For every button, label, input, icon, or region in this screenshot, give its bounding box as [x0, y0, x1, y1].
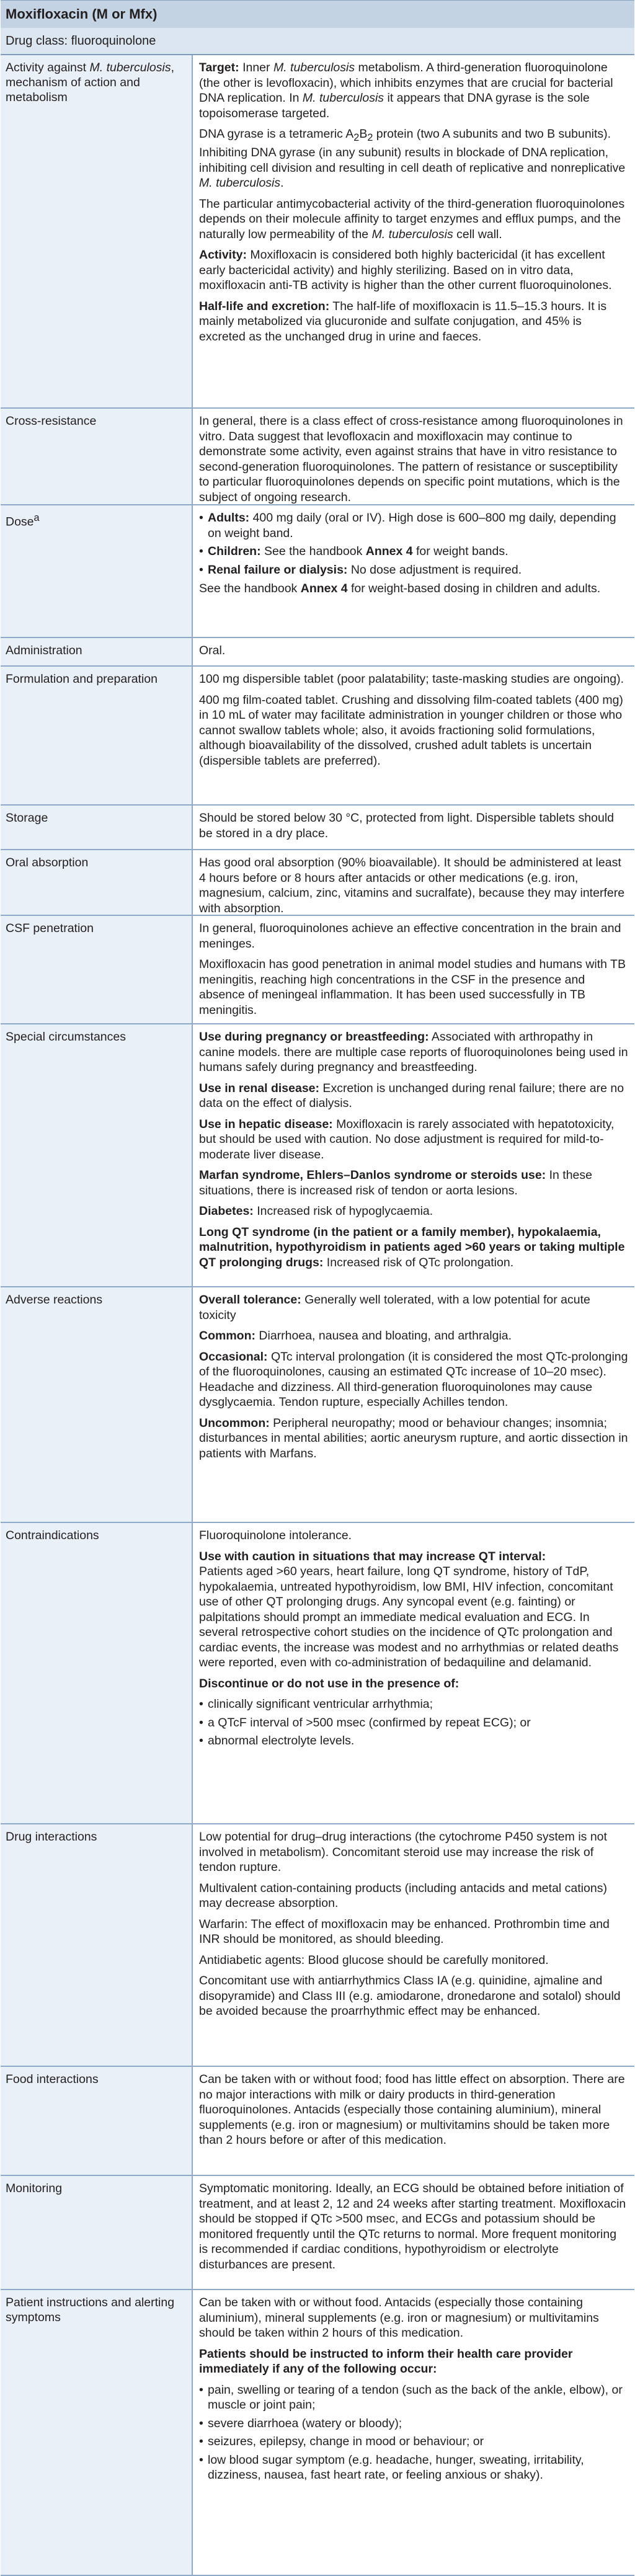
special-qt: Long QT syndrome (in the patient or a family member), hypokalaemia, malnutrition, hypothyroidism in patients aged >60 years or taking multiple QT prolonging drugs: Increased risk of QTc prolongation.	[199, 1225, 625, 1269]
contra-caution: Use with caution in situations that may increase QT interval: Patients aged >60 years, heart failure, long QT syndrome, history of TdP, hypokalaemia, untreated hypothyroidism, low BMI, HIV infection, concomitant use of other QT prolonging drugs. Any syncopal event (e.g. fainting) or palpitations should prompt an immediate medical evaluation and ECG. In several retrospective cohort studies on the incidence of QTc prolongation and cardiac events, the increase was modest and no arrhythmias or related deaths were reported, even with co-administration of bedaquiline and delamanid.	[199, 1549, 619, 1669]
interactions-p5: Concomitant use with antiarrhythmics Class IA (e.g. quinidine, ajmaline and disopyramide) and Class III (e.g. amiodarone, dronedarone and sotalol) should be avoided because the proarrhythmic effect may be enhanced.	[199, 1974, 621, 2018]
dose-renal: • Renal failure or dialysis: No dose adjustment is required.	[199, 562, 628, 578]
content-contraindications	[193, 1523, 634, 1823]
interactions-p2: Multivalent cation-containing products (including antacids and metal cations) may decrease absorption.	[199, 1881, 607, 1910]
label-adverse: Adverse reactions	[1, 1287, 193, 1522]
list-item: • seizures, epilepsy, change in mood or behaviour; or	[199, 2434, 628, 2449]
special-pregnancy: Use during pregnancy or breastfeeding: Associated with arthropathy in canine models. there are multiple case reports of fluoroquinolones being used in humans safely during pregnancy and breastfeeding.	[199, 1030, 628, 1074]
row-food-interactions	[1, 2067, 634, 2176]
patient-p1: Can be taken with or without food. Antacids (especially those containing aluminium), mineral supplements (e.g. iron or magnesium) or multivitamins should be taken within 2 hours of this medication.	[199, 2296, 599, 2340]
administration-text: Oral.	[199, 644, 226, 657]
row-contraindications	[1, 1523, 634, 1824]
label-cross-resistance: Cross-resistance	[1, 409, 193, 504]
list-item: • pain, swelling or tearing of a tendon (such as the back of the ankle, elbow), or muscle or joint pain;	[199, 2383, 628, 2413]
content-drug-interactions	[193, 1824, 634, 2066]
content-patient	[193, 2290, 634, 2575]
dose-adults: • Adults: 400 mg daily (oral or IV). High dose is 600–800 mg daily, depending on weight band.	[199, 510, 628, 541]
monitoring-text: Symptomatic monitoring. Ideally, an ECG should be obtained before initiation of treatment, and at least 2, 12 and 24 weeks after starting treatment. Moxifloxacin should be stopped if QTc >500 msec, and ECGs and potassium should be monitored frequently until the QTc returns to normal. More frequent monitoring is recommended if cardiac conditions, hypothyroidism or electrolyte disturbances are present.	[199, 2182, 626, 2272]
row-adverse-reactions	[1, 1287, 634, 1523]
monograph-table	[1, 55, 634, 2576]
list-item: • low blood sugar symptom (e.g. headache, hunger, sweating, irritability, dizziness, nausea, fast heart rate, or feeling anxious or shaky).	[199, 2453, 628, 2483]
label-dose: Dose$^a$	[1, 505, 193, 637]
adverse-occasional: Occasional: QTc interval prolongation (it is considered the most QTc-prolonging of the fluoroquinolones, causing an estimated QTc increase of 10–20 msec). Headache and dizziness. All third-generation fluoroquinolones may cause dysglycaemia. Tendon rupture, especially Achilles tendon.	[199, 1349, 628, 1409]
label-food: Food interactions	[1, 2067, 193, 2175]
row-storage	[1, 806, 634, 850]
row-formulation	[1, 667, 634, 806]
special-renal: Use in renal disease: Excretion is unchanged during renal failure; there are no data on the effect of dialysis.	[199, 1081, 624, 1110]
list-item: • clinically significant ventricular arrhythmia;	[199, 1697, 628, 1712]
drug-class: Drug class: fluoroquinolone	[1, 28, 634, 55]
special-marfan: Marfan syndrome, Ehlers–Danlos syndrome or steroids use: In these situations, there is increased risk of tendon or aorta lesions.	[199, 1168, 592, 1197]
list-item: • abnormal electrolyte levels.	[199, 1733, 628, 1749]
row-csf-penetration	[1, 916, 634, 1024]
contra-list	[199, 1697, 628, 1749]
label-drug-interactions: Drug interactions	[1, 1824, 193, 2066]
content-monitoring	[193, 2176, 634, 2289]
interactions-p1: Low potential for drug–drug interactions (the cytochrome P450 system is not involved in metabolism). Concomitant steroid use may increase the risk of tendon rupture.	[199, 1830, 607, 1874]
row-monitoring	[1, 2176, 634, 2290]
row-cross-resistance	[1, 409, 634, 505]
label-patient: Patient instructions and alerting symptoms	[1, 2290, 193, 2575]
content-adverse	[193, 1287, 634, 1522]
label-monitoring: Monitoring	[1, 2176, 193, 2289]
content-special	[193, 1024, 634, 1286]
label-administration: Administration	[1, 638, 193, 665]
food-text: Can be taken with or without food; food has little effect on absorption. There are no major interactions with milk or dairy products in third-generation fluoroquinolones. Antacids (especially those containing aluminium), mineral supplements (e.g. iron or magnesium) or multivitamins should be taken more than 2 hours before or after of this medication.	[199, 2072, 625, 2147]
halflife-paragraph: Half-life and excretion: The half-life of moxifloxacin is 11.5–15.3 hours. It is mainly metabolized via glucuronide and sulfate conjugation, and 45% is excreted as the unchanged drug in urine and faeces.	[199, 299, 607, 344]
particular-paragraph: The particular antimycobacterial activity of the third-generation fluoroquinolones depends on their molecule affinity to target enzymes and efflux pumps, and the naturally low permeability of the M. tuberculosis cell wall.	[199, 197, 625, 241]
drug-title: Moxifloxacin (M or Mfx)	[1, 0, 634, 28]
content-activity	[193, 55, 634, 407]
patient-alert-heading: Patients should be instructed to inform their health care provider immediately if any of the following occur:	[199, 2347, 573, 2376]
cross-resistance-text: In general, there is a class effect of cross-resistance among fluoroquinolones in vitro. Data suggest that levofloxacin and moxifloxacin may continue to demonstrate some activity, even against strains that have in vitro resistance to second-generation fluoroquinolones. The pattern of resistance or susceptibility to particular fluoroquinolones depends on specific point mutations, which is the subject of ongoing research.	[199, 414, 623, 504]
contra-discontinue: Discontinue or do not use in the presence of:	[199, 1676, 460, 1690]
label-storage: Storage	[1, 806, 193, 849]
adverse-common: Common: Diarrhoea, nausea and bloating, and arthralgia.	[199, 1329, 512, 1343]
dose-list	[199, 510, 628, 577]
special-hepatic: Use in hepatic disease: Moxifloxacin is rarely associated with hepatotoxicity, but should be used with caution. No dose adjustment is required for mild-to-moderate liver disease.	[199, 1117, 615, 1161]
label-formulation: Formulation and preparation	[1, 667, 193, 804]
dose-children: • Children: See the handbook Annex 4 for weight bands.	[199, 544, 628, 559]
row-oral-absorption	[1, 850, 634, 916]
csf-p1: In general, fluoroquinolones achieve an effective concentration in the brain and meninges.	[199, 922, 621, 951]
row-special-circumstances	[1, 1024, 634, 1287]
label-activity: Activity against M. tuberculosis, mechanism of action and metabolism	[1, 55, 193, 407]
patient-symptom-list	[199, 2383, 628, 2483]
content-csf	[193, 916, 634, 1023]
row-patient-instructions	[1, 2290, 634, 2576]
storage-text: Should be stored below 30 °C, protected from light. Dispersible tablets should be stored in a dry place.	[199, 811, 614, 840]
adverse-uncommon: Uncommon: Peripheral neuropathy; mood or behaviour changes; insomnia; disturbances in mental abilities; aortic aneurysm rupture, and aortic dissection in patients with Marfans.	[199, 1416, 628, 1460]
target-paragraph: Target: Inner M. tuberculosis metabolism. A third-generation fluoroquinolone (the other is levofloxacin), which inhibits enzymes that are crucial for bacterial DNA replication. In M. tuberculosis it appears that DNA gyrase is the sole topoisomerase targeted.	[199, 61, 613, 120]
row-activity	[1, 55, 634, 409]
contra-intolerance: Fluoroquinolone intolerance.	[199, 1529, 352, 1542]
interactions-p3: Warfarin: The effect of moxifloxacin may be enhanced. Prothrombin time and INR should be monitored, as should bleeding.	[199, 1917, 610, 1946]
special-diabetes: Diabetes: Increased risk of hypoglycaemia.	[199, 1204, 433, 1218]
content-food	[193, 2067, 634, 2175]
content-storage	[193, 806, 634, 849]
formulation-p1: 100 mg dispersible tablet (poor palatability; taste-masking studies are ongoing).	[199, 672, 624, 686]
label-special: Special circumstances	[1, 1024, 193, 1286]
content-dose	[193, 505, 634, 637]
adverse-overall: Overall tolerance: Generally well tolerated, with a low potential for acute toxicity	[199, 1293, 590, 1322]
label-oral-absorption: Oral absorption	[1, 850, 193, 915]
content-cross-resistance	[193, 409, 634, 504]
row-drug-interactions	[1, 1824, 634, 2067]
row-dose	[1, 505, 634, 638]
interactions-p4: Antidiabetic agents: Blood glucose should be carefully monitored.	[199, 1953, 549, 1967]
label-contraindications: Contraindications	[1, 1523, 193, 1823]
row-administration	[1, 638, 634, 667]
gyrase-paragraph: DNA gyrase is a tetrameric $A_2B_2$ protein (two A subunits and two B subunits). Inhibiting DNA gyrase (in any subunit) results in blockade of DNA replication, inhibiting cell division and resulting in cell death of replicative and nonreplicative M. tuberculosis.	[199, 127, 626, 190]
content-oral-absorption	[193, 850, 634, 915]
list-item: • severe diarrhoea (watery or bloody);	[199, 2416, 628, 2432]
content-formulation	[193, 667, 634, 804]
content-administration	[193, 638, 634, 665]
csf-p2: Moxifloxacin has good penetration in animal model studies and humans with TB meningitis, reaching high concentrations in the CSF in the presence and absence of meningeal inflammation. It has been used successfully in TB meningitis.	[199, 957, 626, 1017]
dose-see-annex: See the handbook Annex 4 for weight-based dosing in children and adults.	[199, 582, 601, 595]
oral-absorption-text: Has good oral absorption (90% bioavailable). It should be administered at least 4 hours before or 8 hours after antacids or other medications (e.g. iron, magnesium, calcium, zinc, vitamins and sucralfate), because they may interfere with absorption.	[199, 856, 625, 915]
label-csf: CSF penetration	[1, 916, 193, 1023]
formulation-p2: 400 mg film-coated tablet. Crushing and dissolving film-coated tablets (400 mg) in 10 mL of water may facilitate administration in younger children or those who cannot swallow tablets whole; also, it avoids fractioning solid formulations, although bioavailability of the dissolved, crushed adult tablets is uncertain (dispersible tablets are preferred).	[199, 693, 623, 768]
list-item: • a QTcF interval of >500 msec (confirmed by repeat ECG); or	[199, 1715, 628, 1731]
activity-paragraph: Activity: Moxifloxacin is considered both highly bactericidal (it has excellent early bactericidal activity) and highly sterilizing. Based on in vitro data, moxifloxacin anti-TB activity is higher than the other current fluoroquinolones.	[199, 248, 612, 293]
